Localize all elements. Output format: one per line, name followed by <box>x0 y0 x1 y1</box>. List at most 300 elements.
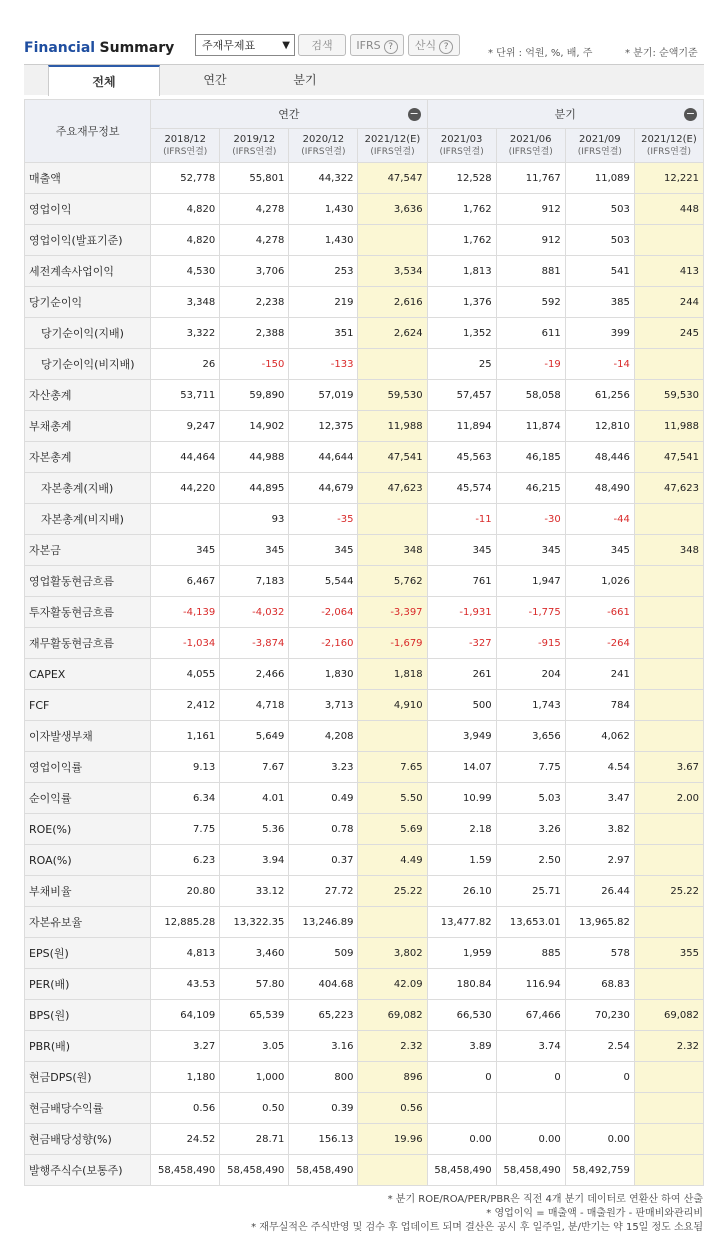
row-label: 현금DPS(원) <box>25 1062 151 1093</box>
table-cell: -4,032 <box>220 597 289 628</box>
row-label: BPS(원) <box>25 1000 151 1031</box>
table-cell: 761 <box>427 566 496 597</box>
table-cell: 404.68 <box>289 969 358 1000</box>
footnote-3: * 재무실적은 주식반영 및 검수 후 업데이트 되며 결산은 공시 후 일주일, 분/반기는 약 15일 정도 소요됨 <box>251 1222 703 1233</box>
row-label: 영업이익 <box>25 194 151 225</box>
table-cell: 912 <box>496 194 565 225</box>
table-cell <box>634 628 703 659</box>
table-cell: 58,458,490 <box>220 1155 289 1186</box>
statement-type-select[interactable] <box>195 34 295 56</box>
table-row <box>25 721 704 752</box>
table-cell <box>634 1062 703 1093</box>
table-cell: 3,949 <box>427 721 496 752</box>
table-row <box>25 411 704 442</box>
table-cell: -1,034 <box>151 628 220 659</box>
table-cell: 9.13 <box>151 752 220 783</box>
table-row <box>25 1031 704 1062</box>
table-cell: 47,623 <box>358 473 427 504</box>
table-cell: 2.54 <box>565 1031 634 1062</box>
period-date: 2021/12(E) <box>364 133 421 145</box>
table-cell: 47,623 <box>634 473 703 504</box>
table-cell: 3,348 <box>151 287 220 318</box>
table-cell: 25.22 <box>358 876 427 907</box>
table-cell: 261 <box>427 659 496 690</box>
table-cell: 348 <box>634 535 703 566</box>
table-cell: 65,539 <box>220 1000 289 1031</box>
ifrs-help-button[interactable] <box>350 34 404 56</box>
table-cell: 4,208 <box>289 721 358 752</box>
table-cell: -661 <box>565 597 634 628</box>
period-header <box>151 129 220 163</box>
table-row <box>25 1093 704 1124</box>
table-cell: 93 <box>220 504 289 535</box>
table-cell: 1,376 <box>427 287 496 318</box>
table-cell: 5,649 <box>220 721 289 752</box>
table-cell: 413 <box>634 256 703 287</box>
table-cell: 12,221 <box>634 163 703 194</box>
table-cell: 12,528 <box>427 163 496 194</box>
question-icon: ? <box>439 40 453 54</box>
table-row <box>25 473 704 504</box>
table-cell: 345 <box>289 535 358 566</box>
table-cell: 5,544 <box>289 566 358 597</box>
period-basis: (IFRS연결) <box>646 146 692 157</box>
quarter-header <box>427 100 703 129</box>
table-cell: 12,810 <box>565 411 634 442</box>
table-cell: -3,397 <box>358 597 427 628</box>
tab-all[interactable]: 전체 <box>48 65 160 96</box>
table-cell: 885 <box>496 938 565 969</box>
table-cell: 69,082 <box>634 1000 703 1031</box>
table-cell: 65,223 <box>289 1000 358 1031</box>
table-cell: 1,813 <box>427 256 496 287</box>
table-cell: 611 <box>496 318 565 349</box>
table-cell: 3.26 <box>496 814 565 845</box>
table-cell: 7,183 <box>220 566 289 597</box>
table-cell: 13,246.89 <box>289 907 358 938</box>
table-cell: 1,818 <box>358 659 427 690</box>
table-cell: -11 <box>427 504 496 535</box>
row-label: EPS(원) <box>25 938 151 969</box>
table-cell: 26 <box>151 349 220 380</box>
formula-label: 산식 <box>414 39 437 52</box>
row-label: 재무활동현금흐름 <box>25 628 151 659</box>
table-cell: 3,322 <box>151 318 220 349</box>
table-cell: 69,082 <box>358 1000 427 1031</box>
table-cell <box>634 225 703 256</box>
table-cell: 5.36 <box>220 814 289 845</box>
table-cell: 3.89 <box>427 1031 496 1062</box>
table-cell: 509 <box>289 938 358 969</box>
table-cell: 503 <box>565 225 634 256</box>
table-cell: 13,965.82 <box>565 907 634 938</box>
table-cell: 4.49 <box>358 845 427 876</box>
formula-help-button[interactable] <box>408 34 460 56</box>
table-cell <box>634 566 703 597</box>
table-cell: 1,000 <box>220 1062 289 1093</box>
annual-header <box>151 100 427 129</box>
table-cell: 11,988 <box>634 411 703 442</box>
table-cell: 59,530 <box>634 380 703 411</box>
period-header <box>496 129 565 163</box>
table-cell: 7.67 <box>220 752 289 783</box>
table-cell <box>358 1155 427 1186</box>
table-cell: 24.52 <box>151 1124 220 1155</box>
table-cell <box>634 814 703 845</box>
table-cell: 59,530 <box>358 380 427 411</box>
table-cell: 6.34 <box>151 783 220 814</box>
table-cell: 3.16 <box>289 1031 358 1062</box>
table-cell <box>634 1124 703 1155</box>
table-row <box>25 690 704 721</box>
table-cell: -44 <box>565 504 634 535</box>
table-row <box>25 163 704 194</box>
row-label: 순이익률 <box>25 783 151 814</box>
table-row <box>25 535 704 566</box>
table-cell: 4,055 <box>151 659 220 690</box>
table-cell: 0.78 <box>289 814 358 845</box>
table-row <box>25 1124 704 1155</box>
table-cell: 345 <box>565 535 634 566</box>
table-cell: 2,412 <box>151 690 220 721</box>
table-cell <box>634 969 703 1000</box>
table-cell: 2,624 <box>358 318 427 349</box>
period-basis: (IFRS연결) <box>232 146 277 157</box>
table-row <box>25 659 704 690</box>
table-cell: 3.74 <box>496 1031 565 1062</box>
table-cell: 1,026 <box>565 566 634 597</box>
table-row <box>25 938 704 969</box>
table-cell <box>634 504 703 535</box>
table-cell: 541 <box>565 256 634 287</box>
table-row <box>25 845 704 876</box>
row-label: ROA(%) <box>25 845 151 876</box>
table-cell: 11,874 <box>496 411 565 442</box>
row-label: FCF <box>25 690 151 721</box>
table-cell: 0.00 <box>496 1124 565 1155</box>
table-cell: 355 <box>634 938 703 969</box>
table-cell: 13,477.82 <box>427 907 496 938</box>
table-cell: 500 <box>427 690 496 721</box>
row-label: 자본유보율 <box>25 907 151 938</box>
table-cell: 53,711 <box>151 380 220 411</box>
table-cell: 348 <box>358 535 427 566</box>
row-label: 이자발생부채 <box>25 721 151 752</box>
table-cell: 61,256 <box>565 380 634 411</box>
table-cell: 345 <box>151 535 220 566</box>
table-cell: -327 <box>427 628 496 659</box>
table-cell: 2,466 <box>220 659 289 690</box>
table-cell: 3.05 <box>220 1031 289 1062</box>
period-date: 2021/09 <box>579 133 621 145</box>
table-cell: 44,895 <box>220 473 289 504</box>
table-cell: 3.67 <box>634 752 703 783</box>
table-cell: 4.54 <box>565 752 634 783</box>
table-cell: 2,616 <box>358 287 427 318</box>
table-cell: 592 <box>496 287 565 318</box>
table-cell <box>427 1093 496 1124</box>
tab-annual[interactable]: 연간 <box>203 73 227 87</box>
table-cell: -3,874 <box>220 628 289 659</box>
table-cell: 578 <box>565 938 634 969</box>
table-cell: 4,530 <box>151 256 220 287</box>
table-cell: -1,679 <box>358 628 427 659</box>
title-summary: Summary <box>99 40 175 56</box>
table-cell: 4,910 <box>358 690 427 721</box>
table-row <box>25 783 704 814</box>
table-row <box>25 256 704 287</box>
table-cell: 1,947 <box>496 566 565 597</box>
toolbar <box>0 30 723 64</box>
collapse-quarter-icon[interactable]: − <box>685 107 696 120</box>
row-label: 부채비율 <box>25 876 151 907</box>
table-cell: 3.94 <box>220 845 289 876</box>
table-cell <box>358 504 427 535</box>
collapse-annual-icon[interactable]: − <box>409 107 419 120</box>
table-cell: 14.07 <box>427 752 496 783</box>
table-cell: 881 <box>496 256 565 287</box>
table-cell: 5.03 <box>496 783 565 814</box>
table-cell: 784 <box>565 690 634 721</box>
financial-summary-table <box>24 99 704 1186</box>
period-basis: (IFRS연결) <box>301 146 346 157</box>
table-cell: 9,247 <box>151 411 220 442</box>
table-cell: 1,430 <box>289 225 358 256</box>
table-cell: 52,778 <box>151 163 220 194</box>
table-row <box>25 442 704 473</box>
title-financial: Financial <box>24 40 96 56</box>
table-cell: 44,464 <box>151 442 220 473</box>
table-cell: 58,458,490 <box>151 1155 220 1186</box>
period-header <box>220 129 289 163</box>
table-cell: 7.65 <box>358 752 427 783</box>
period-basis: (IFRS연결) <box>163 146 208 157</box>
table-cell: 67,466 <box>496 1000 565 1031</box>
table-cell: 4,820 <box>151 194 220 225</box>
table-row <box>25 1062 704 1093</box>
table-cell: 2.00 <box>634 783 703 814</box>
table-row <box>25 349 704 380</box>
page-title <box>24 40 174 56</box>
table-cell: 245 <box>634 318 703 349</box>
period-tabs <box>24 64 704 95</box>
table-cell: 0.00 <box>427 1124 496 1155</box>
period-date: 2019/12 <box>233 133 276 145</box>
table-cell: 26.44 <box>565 876 634 907</box>
table-row <box>25 504 704 535</box>
table-cell: 25 <box>427 349 496 380</box>
table-cell: 45,563 <box>427 442 496 473</box>
table-cell: 1,762 <box>427 194 496 225</box>
period-header <box>565 129 634 163</box>
table-row <box>25 1155 704 1186</box>
row-label: 자본총계(지배) <box>25 473 151 504</box>
table-cell: 58,458,490 <box>427 1155 496 1186</box>
period-basis: (IFRS연결) <box>577 146 622 157</box>
table-cell <box>634 349 703 380</box>
table-cell: 11,988 <box>358 411 427 442</box>
table-cell: 6.23 <box>151 845 220 876</box>
table-cell: 204 <box>496 659 565 690</box>
search-button[interactable] <box>298 34 346 56</box>
table-cell <box>496 1093 565 1124</box>
table-row <box>25 287 704 318</box>
table-cell: 345 <box>220 535 289 566</box>
period-basis: (IFRS연결) <box>508 146 553 157</box>
corner-header: 주요재무정보 <box>25 100 151 163</box>
table-cell: 2.18 <box>427 814 496 845</box>
table-row <box>25 566 704 597</box>
table-row <box>25 752 704 783</box>
table-cell <box>358 225 427 256</box>
table-cell: 5,762 <box>358 566 427 597</box>
table-cell: 44,644 <box>289 442 358 473</box>
table-cell <box>565 1093 634 1124</box>
table-cell: 4,820 <box>151 225 220 256</box>
table-cell: 66,530 <box>427 1000 496 1031</box>
table-cell: 10.99 <box>427 783 496 814</box>
table-cell: 25.71 <box>496 876 565 907</box>
table-cell: 0.00 <box>565 1124 634 1155</box>
table-cell: 44,220 <box>151 473 220 504</box>
table-cell: 47,541 <box>634 442 703 473</box>
table-cell: 11,767 <box>496 163 565 194</box>
row-label: 영업이익(발표기준) <box>25 225 151 256</box>
table-cell: 48,446 <box>565 442 634 473</box>
row-label: 자본금 <box>25 535 151 566</box>
row-label: PER(배) <box>25 969 151 1000</box>
table-cell: 2,388 <box>220 318 289 349</box>
tab-quarter[interactable]: 분기 <box>293 73 317 87</box>
table-cell: 25.22 <box>634 876 703 907</box>
table-cell: 57,457 <box>427 380 496 411</box>
table-cell: 800 <box>289 1062 358 1093</box>
table-cell: 68.83 <box>565 969 634 1000</box>
table-cell: 44,322 <box>289 163 358 194</box>
table-cell: 48,490 <box>565 473 634 504</box>
table-cell: 4,278 <box>220 194 289 225</box>
table-cell <box>634 1155 703 1186</box>
table-cell: 1,430 <box>289 194 358 225</box>
table-cell: 253 <box>289 256 358 287</box>
table-cell: 46,185 <box>496 442 565 473</box>
table-cell: -35 <box>289 504 358 535</box>
table-cell: -14 <box>565 349 634 380</box>
table-cell: 11,894 <box>427 411 496 442</box>
table-cell: 45,574 <box>427 473 496 504</box>
table-cell: 57,019 <box>289 380 358 411</box>
table-cell: 241 <box>565 659 634 690</box>
table-cell: -2,064 <box>289 597 358 628</box>
table-cell: 3,534 <box>358 256 427 287</box>
table-cell: 6,467 <box>151 566 220 597</box>
table-cell: 3,656 <box>496 721 565 752</box>
period-basis: (IFRS연결) <box>370 146 415 157</box>
table-cell: -133 <box>289 349 358 380</box>
period-date: 2018/12 <box>164 133 206 145</box>
table-cell: -4,139 <box>151 597 220 628</box>
table-cell: 2.50 <box>496 845 565 876</box>
row-label: 영업활동현금흐름 <box>25 566 151 597</box>
table-cell: 12,885.28 <box>151 907 220 938</box>
table-cell: 351 <box>289 318 358 349</box>
row-label: 발행주식수(보통주) <box>25 1155 151 1186</box>
table-cell: 3,713 <box>289 690 358 721</box>
table-cell: 3.82 <box>565 814 634 845</box>
table-cell: 19.96 <box>358 1124 427 1155</box>
table-cell: 345 <box>427 535 496 566</box>
row-label: 영업이익률 <box>25 752 151 783</box>
table-cell: 4,062 <box>565 721 634 752</box>
period-note: * 분기: 순액기준 <box>625 48 698 59</box>
row-label: 세전계속사업이익 <box>25 256 151 287</box>
table-row <box>25 1000 704 1031</box>
table-cell: -30 <box>496 504 565 535</box>
table-row <box>25 814 704 845</box>
table-cell: 1,830 <box>289 659 358 690</box>
ifrs-label: IFRS <box>356 39 381 52</box>
table-cell <box>358 907 427 938</box>
table-cell: 57.80 <box>220 969 289 1000</box>
table-cell: 1,352 <box>427 318 496 349</box>
table-cell: -2,160 <box>289 628 358 659</box>
table-cell: -1,931 <box>427 597 496 628</box>
table-cell: 43.53 <box>151 969 220 1000</box>
table-cell: 1,161 <box>151 721 220 752</box>
table-cell: 14,902 <box>220 411 289 442</box>
table-cell <box>634 907 703 938</box>
table-cell: 58,058 <box>496 380 565 411</box>
table-cell: 27.72 <box>289 876 358 907</box>
period-header <box>358 129 427 163</box>
table-cell: 28.71 <box>220 1124 289 1155</box>
table-cell: 503 <box>565 194 634 225</box>
table-row <box>25 628 704 659</box>
table-cell: 385 <box>565 287 634 318</box>
table-cell: 244 <box>634 287 703 318</box>
table-cell: 4.01 <box>220 783 289 814</box>
row-label: CAPEX <box>25 659 151 690</box>
period-header <box>634 129 703 163</box>
table-cell <box>634 721 703 752</box>
table-cell: 58,458,490 <box>289 1155 358 1186</box>
table-cell <box>358 721 427 752</box>
table-cell: -1,775 <box>496 597 565 628</box>
table-cell: 47,547 <box>358 163 427 194</box>
period-date: 2021/06 <box>509 133 552 145</box>
table-cell: 4,278 <box>220 225 289 256</box>
unit-note: * 단위 : 억원, %, 배, 주 <box>488 48 593 59</box>
table-cell: 3.23 <box>289 752 358 783</box>
table-cell: 156.13 <box>289 1124 358 1155</box>
period-date: 2021/03 <box>440 133 483 145</box>
table-cell: 0 <box>496 1062 565 1093</box>
table-cell: 896 <box>358 1062 427 1093</box>
table-cell: 47,541 <box>358 442 427 473</box>
table-cell: 0.56 <box>151 1093 220 1124</box>
table-cell: 1,762 <box>427 225 496 256</box>
table-cell: -915 <box>496 628 565 659</box>
row-label: 부채총계 <box>25 411 151 442</box>
table-cell: 399 <box>565 318 634 349</box>
table-cell: 0.49 <box>289 783 358 814</box>
table-row <box>25 194 704 225</box>
table-row <box>25 597 704 628</box>
table-cell: 3,460 <box>220 938 289 969</box>
table-row <box>25 907 704 938</box>
quarter-header-label: 분기 <box>554 108 576 121</box>
table-cell: 0.39 <box>289 1093 358 1124</box>
